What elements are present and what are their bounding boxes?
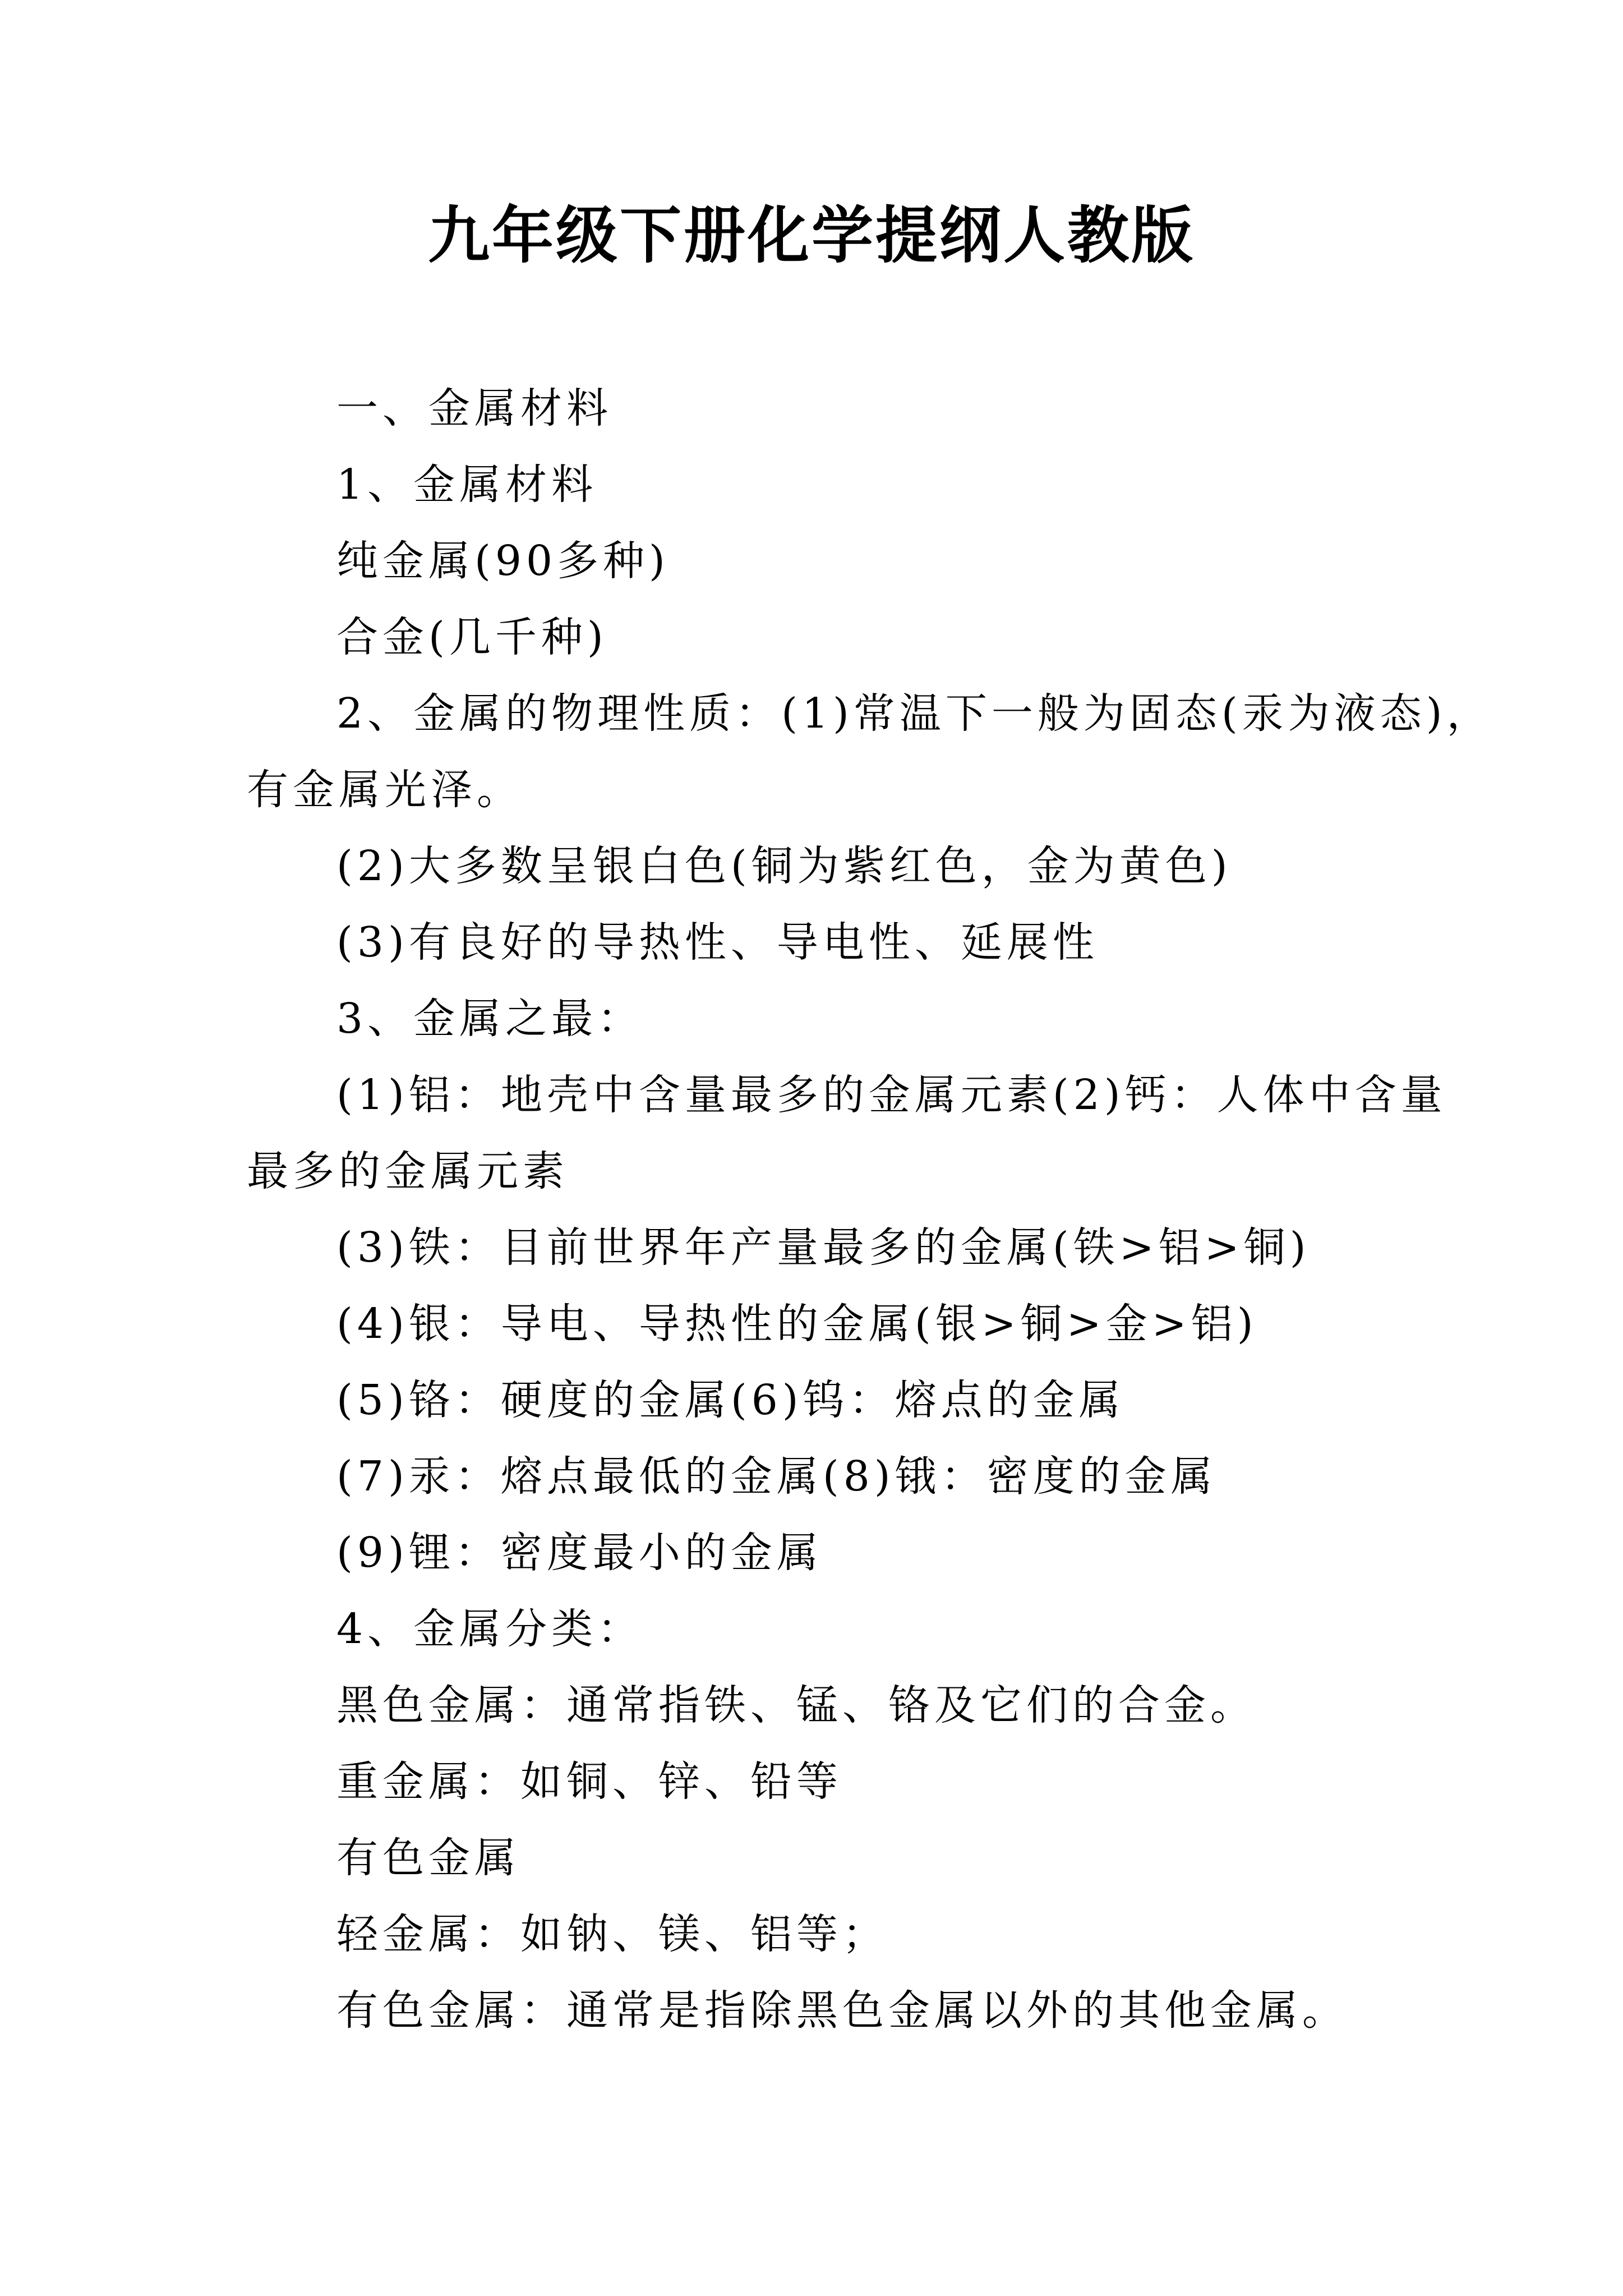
document-title: 九年级下册化学提纲人教版 [428, 199, 1195, 272]
paragraph-line: 合金(几千种) [336, 613, 608, 661]
paragraph-line: 纯金属(90多种) [336, 537, 670, 585]
paragraph-line: (1)铝：地壳中含量最多的金属元素(2)钙：人体中含量 [336, 1071, 1447, 1119]
subsection-heading: 3、金属之最： [336, 995, 644, 1043]
paragraph-line: 重金属：如铜、锌、铅等 [336, 1757, 842, 1806]
paragraph-line: 有色金属：通常是指除黑色金属以外的其他金属。 [336, 1986, 1348, 2035]
paragraph-line-continued: 最多的金属元素 [247, 1147, 569, 1195]
paragraph-line: (3)铁：目前世界年产量最多的金属(铁>铝>铜) [336, 1223, 1311, 1272]
paragraph-line: (5)铬：硬度的金属(6)钨：熔点的金属 [336, 1376, 1125, 1424]
paragraph-line: 轻金属：如钠、镁、铝等； [336, 1910, 888, 1958]
paragraph-line: (9)锂：密度最小的金属 [336, 1529, 823, 1577]
paragraph-line: 黑色金属：通常指铁、锰、铬及它们的合金。 [336, 1681, 1256, 1729]
document-body [247, 370, 1493, 2049]
subsection-heading: 2、金属的物理性质：(1)常温下一般为固态(汞为液态)， [336, 689, 1493, 738]
paragraph-line: (7)汞：熔点最低的金属(8)锇：密度的金属 [336, 1452, 1217, 1501]
paragraph-line: (4)银：导电、导热性的金属(银>铜>金>铝) [336, 1300, 1258, 1348]
paragraph-line: (3)有良好的导热性、导电性、延展性 [336, 918, 1099, 967]
paragraph-line-continued: 有金属光泽。 [247, 766, 523, 814]
paragraph-line: (2)大多数呈银白色(铜为紫红色，金为黄色) [336, 842, 1232, 890]
paragraph-line: 有色金属 [336, 1834, 520, 1882]
subsection-heading: 4、金属分类： [336, 1605, 644, 1653]
section-heading: 一、金属材料 [336, 384, 612, 432]
subsection-heading: 1、金属材料 [336, 461, 598, 509]
